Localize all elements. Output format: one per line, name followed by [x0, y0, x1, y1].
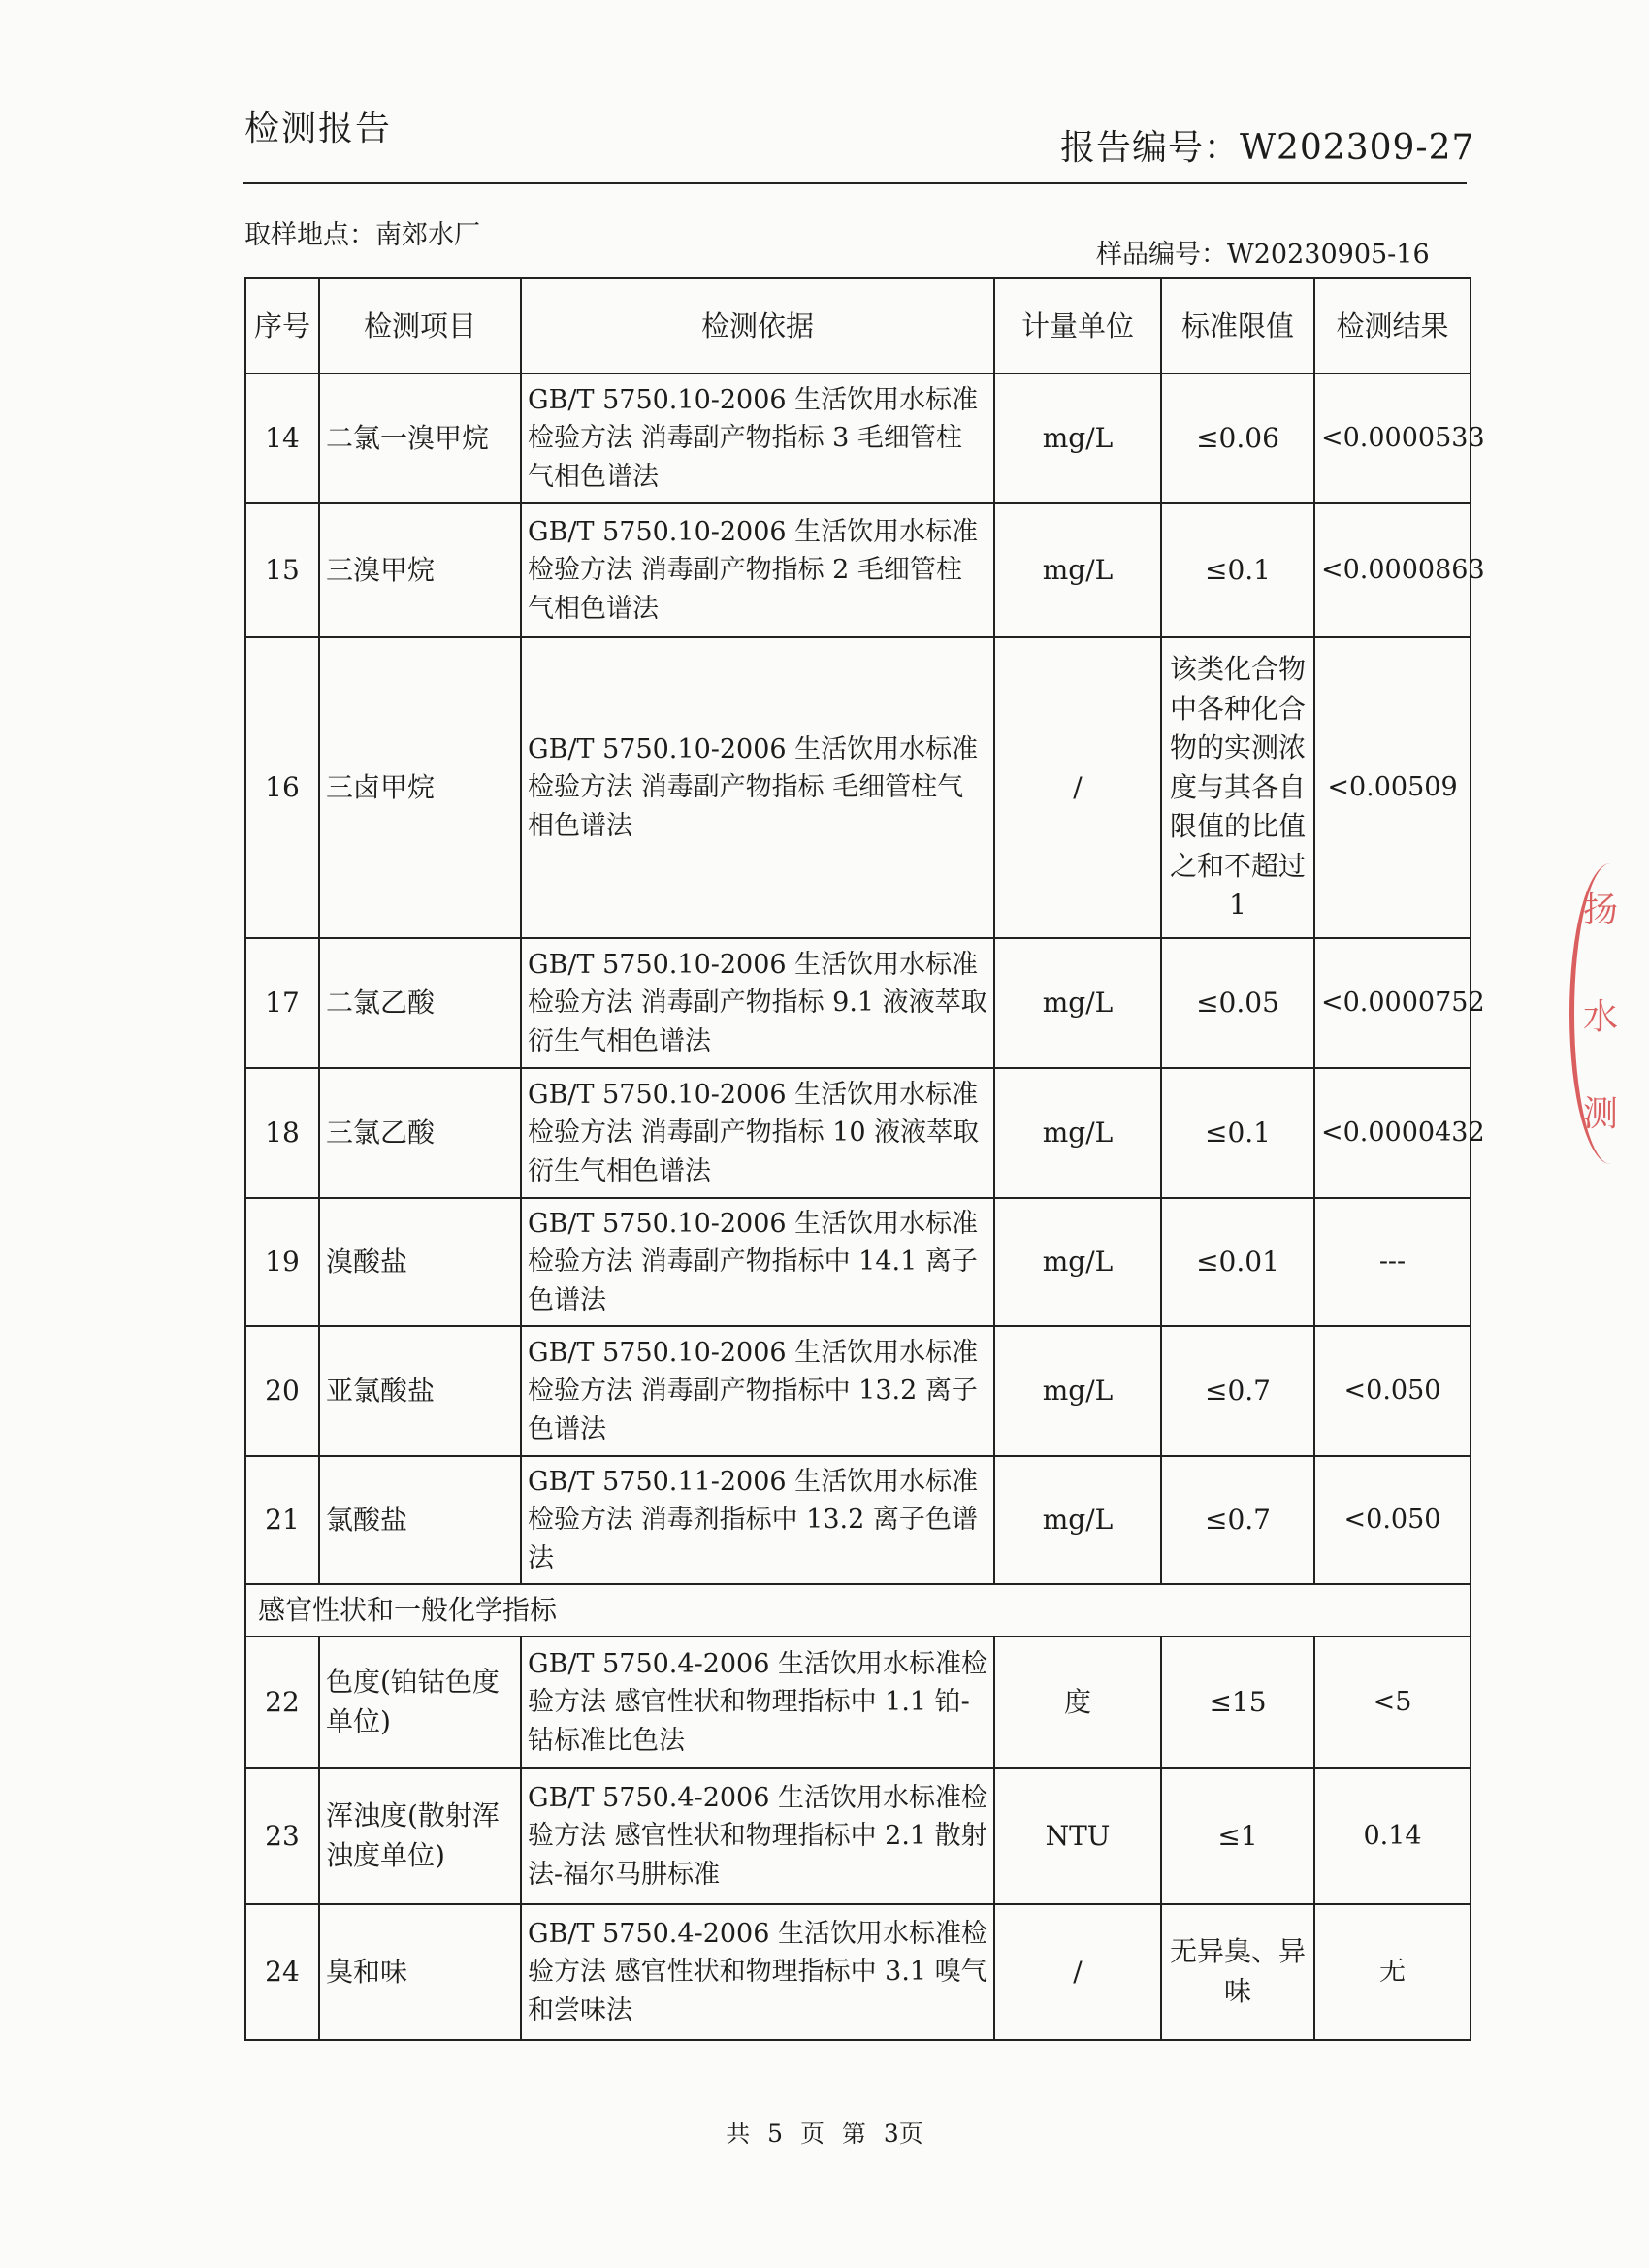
- row-item: 二氯乙酸: [319, 938, 521, 1068]
- row-item: 二氯一溴甲烷: [319, 373, 521, 503]
- row-no: 21: [245, 1456, 319, 1584]
- table-row: [245, 1198, 1471, 1326]
- row-result: <0.0000752: [1314, 938, 1471, 1068]
- row-no: 14: [245, 373, 319, 503]
- header-divider: [242, 182, 1467, 184]
- row-basis: GB/T 5750.10-2006 生活饮用水标准检验方法 消毒副产物指标 3 毛细管柱气相色谱法: [521, 373, 994, 503]
- row-item: 溴酸盐: [319, 1198, 521, 1326]
- row-basis: GB/T 5750.10-2006 生活饮用水标准检验方法 消毒副产物指标中 14.1 离子色谱法: [521, 1198, 994, 1326]
- row-item: 三卤甲烷: [319, 637, 521, 938]
- stamp-char: 扬: [1583, 891, 1619, 930]
- row-no: 18: [245, 1068, 319, 1198]
- row-unit: mg/L: [994, 1456, 1161, 1584]
- row-unit: NTU: [994, 1768, 1161, 1904]
- row-unit: mg/L: [994, 938, 1161, 1068]
- row-no: 15: [245, 503, 319, 637]
- table-row: [245, 1636, 1471, 1768]
- row-result: ---: [1314, 1198, 1471, 1326]
- sampling-site: 取样地点：南郊水厂: [244, 220, 480, 250]
- row-limit: ≤0.1: [1161, 503, 1314, 637]
- row-basis: GB/T 5750.11-2006 生活饮用水标准检验方法 消毒剂指标中 13.2 离子色谱法: [521, 1456, 994, 1584]
- report-number: 报告编号：W202309-27: [1060, 128, 1475, 168]
- row-limit: 该类化合物中各种化合物的实测浓度与其各自限值的比值之和不超过1: [1161, 637, 1314, 938]
- section-header-row: [245, 1584, 1471, 1636]
- row-unit: mg/L: [994, 503, 1161, 637]
- col-header-no: 序号: [245, 278, 319, 373]
- row-result: <0.050: [1314, 1326, 1471, 1456]
- row-unit: /: [994, 1904, 1161, 2040]
- inspection-stamp: [1566, 854, 1619, 1174]
- row-basis: GB/T 5750.10-2006 生活饮用水标准检验方法 消毒副产物指标 2 毛细管柱气相色谱法: [521, 503, 994, 637]
- row-item: 臭和味: [319, 1904, 521, 2040]
- row-basis: GB/T 5750.10-2006 生活饮用水标准检验方法 消毒副产物指标 10 液液萃取衍生气相色谱法: [521, 1068, 994, 1198]
- row-unit: mg/L: [994, 373, 1161, 503]
- row-limit: ≤0.7: [1161, 1326, 1314, 1456]
- row-unit: /: [994, 637, 1161, 938]
- table-header-row: [245, 278, 1471, 373]
- row-basis: GB/T 5750.4-2006 生活饮用水标准检验方法 感官性状和物理指标中 2.1 散射法-福尔马肼标准: [521, 1768, 994, 1904]
- row-basis: GB/T 5750.4-2006 生活饮用水标准检验方法 感官性状和物理指标中 1.1 铂-钴标准比色法: [521, 1636, 994, 1768]
- row-item: 亚氯酸盐: [319, 1326, 521, 1456]
- col-header-unit: 计量单位: [994, 278, 1161, 373]
- row-result: <0.050: [1314, 1456, 1471, 1584]
- row-no: 19: [245, 1198, 319, 1326]
- table-row: [245, 1068, 1471, 1198]
- table-row: [245, 637, 1471, 938]
- row-no: 24: [245, 1904, 319, 2040]
- row-basis: GB/T 5750.10-2006 生活饮用水标准检验方法 消毒副产物指标 毛细管柱气相色谱法: [521, 637, 994, 938]
- table-row: [245, 938, 1471, 1068]
- table-row: [245, 1904, 1471, 2040]
- row-limit: ≤1: [1161, 1768, 1314, 1904]
- sample-number: 样品编号：W20230905-16: [1096, 240, 1430, 270]
- row-item: 浑浊度(散射浑浊度单位): [319, 1768, 521, 1904]
- stamp-char: 测: [1583, 1094, 1619, 1134]
- col-header-basis: 检测依据: [521, 278, 994, 373]
- row-unit: 度: [994, 1636, 1161, 1768]
- row-no: 23: [245, 1768, 319, 1904]
- row-no: 17: [245, 938, 319, 1068]
- row-basis: GB/T 5750.10-2006 生活饮用水标准检验方法 消毒副产物指标 9.1 液液萃取衍生气相色谱法: [521, 938, 994, 1068]
- row-result: <0.0000533: [1314, 373, 1471, 503]
- row-unit: mg/L: [994, 1198, 1161, 1326]
- row-result: <0.0000432: [1314, 1068, 1471, 1198]
- row-basis: GB/T 5750.4-2006 生活饮用水标准检验方法 感官性状和物理指标中 3.1 嗅气和尝味法: [521, 1904, 994, 2040]
- row-item: 色度(铂钴色度单位): [319, 1636, 521, 1768]
- row-basis: GB/T 5750.10-2006 生活饮用水标准检验方法 消毒副产物指标中 13.2 离子色谱法: [521, 1326, 994, 1456]
- col-header-limit: 标准限值: [1161, 278, 1314, 373]
- row-limit: ≤0.01: [1161, 1198, 1314, 1326]
- table-row: [245, 1456, 1471, 1584]
- row-item: 氯酸盐: [319, 1456, 521, 1584]
- row-item: 三氯乙酸: [319, 1068, 521, 1198]
- row-limit: 无异臭、异味: [1161, 1904, 1314, 2040]
- stamp-char: 水: [1583, 997, 1619, 1037]
- table-row: [245, 1768, 1471, 1904]
- row-result: 无: [1314, 1904, 1471, 2040]
- row-limit: ≤0.1: [1161, 1068, 1314, 1198]
- row-unit: mg/L: [994, 1326, 1161, 1456]
- row-limit: ≤15: [1161, 1636, 1314, 1768]
- row-result: <0.00509: [1314, 637, 1471, 938]
- row-no: 16: [245, 637, 319, 938]
- row-limit: ≤0.05: [1161, 938, 1314, 1068]
- row-result: 0.14: [1314, 1768, 1471, 1904]
- table-row: [245, 373, 1471, 503]
- table-row: [245, 1326, 1471, 1456]
- row-result: <0.0000863: [1314, 503, 1471, 637]
- row-item: 三溴甲烷: [319, 503, 521, 637]
- col-header-result: 检测结果: [1314, 278, 1471, 373]
- col-header-item: 检测项目: [319, 278, 521, 373]
- results-table: [244, 277, 1485, 2041]
- row-no: 20: [245, 1326, 319, 1456]
- row-unit: mg/L: [994, 1068, 1161, 1198]
- row-no: 22: [245, 1636, 319, 1768]
- row-limit: ≤0.7: [1161, 1456, 1314, 1584]
- row-limit: ≤0.06: [1161, 373, 1314, 503]
- section-title: 感官性状和一般化学指标: [245, 1584, 1471, 1636]
- document-title: 检测报告: [244, 109, 393, 148]
- row-result: <5: [1314, 1636, 1471, 1768]
- table-row: [245, 503, 1471, 637]
- page-footer: 共 5 页 第 3页: [726, 2120, 923, 2148]
